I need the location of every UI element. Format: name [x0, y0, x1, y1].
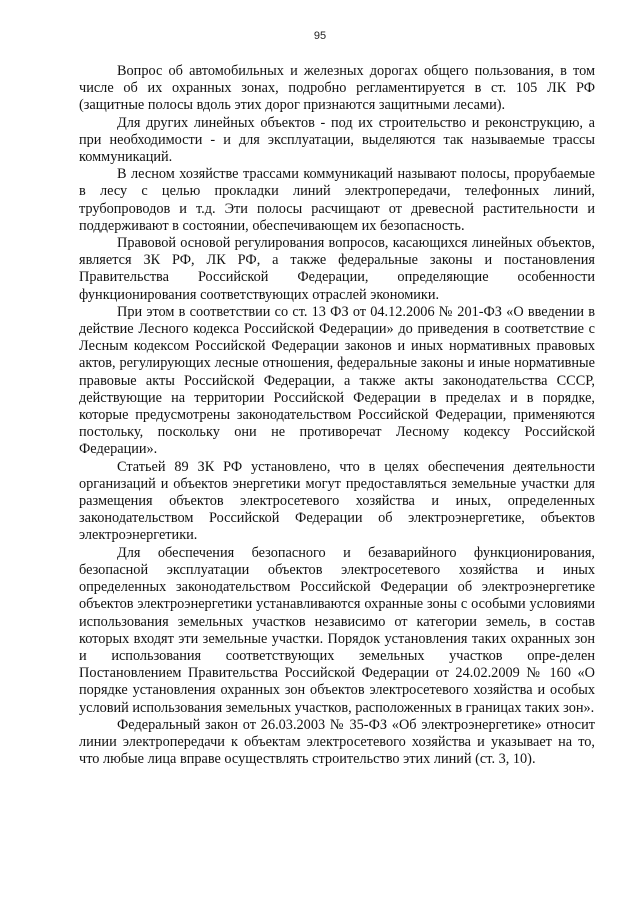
paragraph-linear-objects: Для других линейных объектов - под их строительство и реконструкцию, а при необходимости - и для эксплуатации, выделяются так называемые трассы коммуникаций.	[79, 114, 595, 166]
paragraph-legal-basis: Правовой основой регулирования вопросов, касающихся линейных объектов, является ЗК РФ, ЛК РФ, а также федеральные законы и постановления Правительства Российской Федерации, определяющие особенности функционирования соответствующих отраслей экономики.	[79, 235, 595, 303]
paragraph-protection-zones: Для обеспечения безопасного и безаварийного функционирования, безопасной эксплуатации объектов электросетевого хозяйства и иных определенных законодательством Российской Федерации об электроэнергетике объектов электроэнергетики устанавливаются охранные зоны с особыми условиями использования земельных участков независимо от категории земель, в состав которых входят эти земельные участки. Порядок установления таких охранных зон и использования соответствующих земельных участков опре-делен Постановлением Правительства Российской Федерации от 24.02.2009 № 160 «О порядке установления охранных зон объектов электросетевого хозяйства и особых условий использования земельных участков, расположенных в границах таких зон».	[79, 544, 595, 716]
paragraph-article-89: Статьей 89 ЗК РФ установлено, что в целях обеспечения деятельности организаций и объектов энергетики могут предоставляться земельные участки для размещения объектов электросетевого хозяйства и иных, определенных законодательством Российской Федерации об электроэнергетике, объектов электроэнергетики.	[79, 458, 595, 544]
page-number: 95	[313, 30, 327, 42]
paragraph-roads: Вопрос об автомобильных и железных дорогах общего пользования, в том числе об их охранных зонах, подробно регламентируется в ст. 105 ЛК РФ (защитные полосы вдоль этих дорог признаются защитными лесами).	[79, 63, 595, 114]
document-body	[79, 63, 595, 768]
paragraph-federal-law-35: Федеральный закон от 26.03.2003 № 35-ФЗ «Об электроэнергетике» относит линии электропередачи к объектам электросетевого хозяйства и указывает на то, что любые лица вправе осуществлять строительство этих линий (ст. 3, 10).	[79, 716, 595, 768]
paragraph-communication-routes: В лесном хозяйстве трассами коммуникаций называют полосы, прорубаемые в лесу с целью прокладки линий электропередачи, телефонных линий, трубопроводов и т.д. Эти полосы расчищают от древесной растительности и поддерживают в состоянии, обеспечивающем их безопасность.	[79, 166, 595, 234]
paragraph-forest-code-transition: При этом в соответствии со ст. 13 ФЗ от 04.12.2006 № 201-ФЗ «О введении в действие Лесного кодекса Российской Федерации» до приведения в соответствие с Лесным кодексом Российской Федерации законов и иных нормативных правовых актов, регулирующих лесные отношения, федеральные законы и иные нормативные правовые акты Российской Федерации, а также акты законодательства СССР, действующие на территории Российской Федерации в пределах и в порядке, которые предусмотрены законодательством Российской Федерации, применяются постольку, поскольку они не противоречат Лесному кодексу Российской Федерации».	[79, 303, 595, 458]
